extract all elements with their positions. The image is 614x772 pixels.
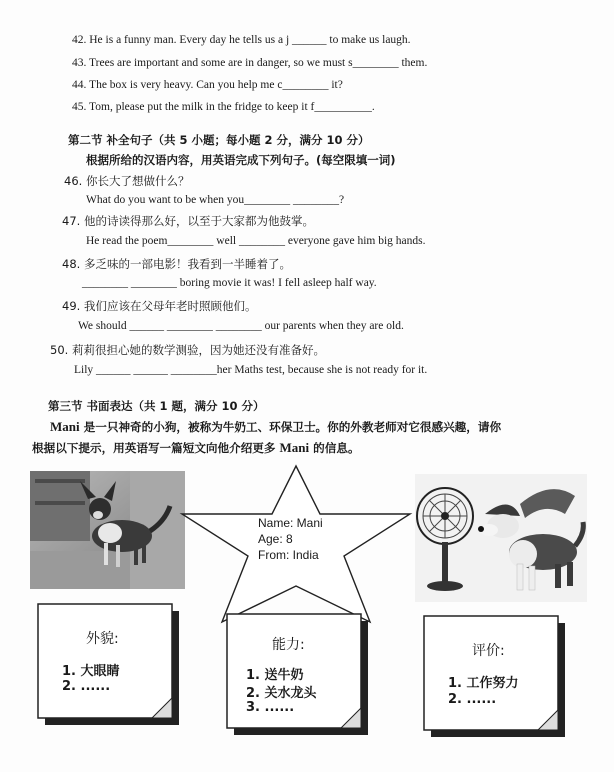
question-46-cn: 46. 你长大了想做什么？	[64, 174, 190, 188]
star-name: Name: Mani	[258, 516, 323, 530]
question-46-en: What do you want to be when you________ ________?	[86, 194, 345, 206]
dog-photo-right	[415, 474, 587, 602]
appearance-label: 外貌:	[86, 631, 119, 647]
question-42: 42. He is a funny man. Every day he tells us a j ______ to make us laugh.	[72, 34, 411, 46]
star-shape	[178, 462, 414, 626]
question-47-en: He read the poem________ well ________ everyone gave him big hands.	[86, 235, 426, 247]
question-44: 44. The box is very heavy. Can you help me c________ it?	[72, 79, 343, 91]
question-47-cn: 47. 他的诗读得那么好，以至于大家都为他鼓掌。	[62, 214, 314, 228]
section3-title: 第三节 书面表达（共 1 题，满分 10 分）	[48, 399, 265, 413]
appearance-item-1: 1. 大眼睛	[62, 664, 120, 679]
star-age: Age: 8	[258, 532, 293, 546]
question-43: 43. Trees are important and some are in danger, so we must s________ them.	[72, 57, 428, 69]
section2-title: 第二节 补全句子（共 5 小题；每小题 2 分，满分 10 分）	[68, 133, 370, 147]
section2-instruction: 根据所给的汉语内容，用英语完成下列句子。(每空限填一词)	[86, 153, 396, 167]
intro-line2-text-b: 的信息。	[309, 441, 360, 455]
appearance-item-2: 2. ......	[62, 679, 111, 694]
intro-line2-text-a: 根据以下提示，用英语写一篇短文向他介绍更多	[32, 441, 280, 455]
question-45: 45. Tom, please put the milk in the fridge to keep it f__________.	[72, 101, 375, 113]
section3-intro-line1	[50, 419, 501, 435]
ability-item-1: 1. 送牛奶	[246, 668, 304, 683]
comment-label: 评价:	[472, 643, 505, 659]
dog-photo-right-image	[415, 474, 587, 602]
comment-item-1: 1. 工作努力	[448, 676, 519, 691]
dog-photo-left	[30, 471, 185, 589]
dog-photo-left-image	[30, 471, 185, 589]
ability-item-2: 2. 关水龙头	[246, 686, 317, 701]
intro-name: Mani	[50, 419, 80, 434]
intro-line1-text: 是一只神奇的小狗，被称为牛奶工、环保卫士。你的外教老师对它很感兴趣，请你	[79, 420, 502, 434]
section3-intro-line2	[32, 440, 360, 456]
question-50-en: Lily ______ ______ ________her Maths test, because she is not ready for it.	[74, 364, 428, 376]
star-from: From: India	[258, 548, 319, 562]
comment-item-2: 2. ......	[448, 692, 497, 707]
question-49-cn: 49. 我们应该在父母年老时照顾他们。	[62, 299, 257, 313]
ability-item-3: 3. ......	[246, 700, 295, 715]
question-48-cn: 48. 多乏味的一部电影！我看到一半睡着了。	[62, 257, 291, 271]
ability-label: 能力:	[272, 637, 305, 653]
question-48-en: ________ ________ boring movie it was! I fell asleep half way.	[82, 277, 377, 289]
question-50-cn: 50. 莉莉很担心她的数学测验，因为她还没有准备好。	[50, 343, 325, 357]
intro-line2-name: Mani	[279, 440, 310, 455]
question-49-en: We should ______ ________ ________ our parents when they are old.	[78, 320, 404, 332]
